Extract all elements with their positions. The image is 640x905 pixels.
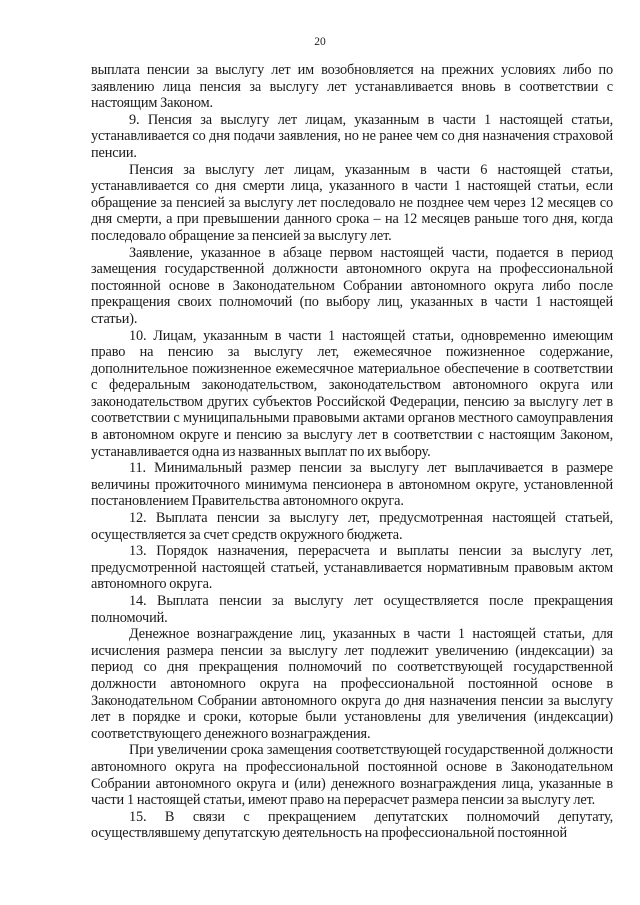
paragraph-13: 13. Порядок назначения, перерасчета и выплаты пенсии за выслугу лет, предусмотренной настоящей статьей, устанавливается нормативным правовым актом автономного округа. <box>91 543 613 593</box>
paragraph-14-part-2: Денежное вознаграждение лиц, указанных в части 1 настоящей статьи, для исчисления размера пенсии за выслугу лет подлежит увеличению (индексации) за период со дня прекращения полномочий по соответствующей государственной должности автономного округа на профессиональной постоянной основе в Законодательном Собрании автономного округа до дня назначения пенсии за выслугу лет в порядке и сроки, которые были установлены для увеличения (индексации) соответствующего денежного вознаграждения. <box>91 626 613 742</box>
paragraph-continuation: выплата пенсии за выслугу лет им возобновляется на прежних условиях либо по заявлению лица пенсия за выслугу лет устанавливается вновь в соответствии с настоящим Законом. <box>91 62 613 112</box>
paragraph-14-part-3: При увеличении срока замещения соответствующей государственной должности автономного округа на профессиональной постоянной основе в Законодательном Собрании автономного округа и (или) денежного вознаграждения лица, указанные в части 1 настоящей статьи, имеют право на перерасчет размера пенсии за выслугу лет. <box>91 742 613 809</box>
paragraph-9-part-2: Пенсия за выслугу лет лицам, указанным в части 6 настоящей статьи, устанавливается со дня смерти лица, указанного в части 1 настоящей статьи, если обращение за пенсией за выслугу лет последовало не позднее чем через 12 месяцев со дня смерти, а при превышении данного срока – на 12 месяцев раньше того дня, когда последовало обращение за пенсией за выслугу лет. <box>91 161 613 244</box>
document-body <box>91 62 613 842</box>
paragraph-10: 10. Лицам, указанным в части 1 настоящей статьи, одновременно имеющим право на пенсию за выслугу лет, ежемесячное пожизненное содержание, дополнительное пожизненное ежемесячное материальное обеспечение в соответствии с федеральным законодательством, законодательством автономного округа или законодательством других субъектов Российской Федерации, пенсию за выслугу лет в соответствии с муниципальными правовыми актами органов местного самоуправления в автономном округе и пенсию за выслугу лет в соответствии с настоящим Законом, устанавливается одна из названных выплат по их выбору. <box>91 327 613 460</box>
paragraph-15: 15. В связи с прекращением депутатских полномочий депутату, осуществлявшему депутатскую деятельность на профессиональной постоянной <box>91 808 613 842</box>
paragraph-14: 14. Выплата пенсии за выслугу лет осуществляется после прекращения полномочий. <box>91 593 613 626</box>
paragraph-9-part-3: Заявление, указанное в абзаце первом настоящей части, подается в период замещения государственной должности автономного округа на профессиональной постоянной основе в Законодательном Собрании автономного округа либо после прекращения своих полномочий (по выбору лиц, указанных в части 1 настоящей статьи). <box>91 244 613 327</box>
paragraph-9: 9. Пенсия за выслугу лет лицам, указанным в части 1 настоящей статьи, устанавливается со дня подачи заявления, но не ранее чем со дня назначения страховой пенсии. <box>91 111 613 161</box>
paragraph-12: 12. Выплата пенсии за выслугу лет, предусмотренная настоящей статьей, осуществляется за счет средств окружного бюджета. <box>91 510 613 543</box>
paragraph-11: 11. Минимальный размер пенсии за выслугу лет выплачивается в размере величины прожиточного минимума пенсионера в автономном округе, установленной постановлением Правительства автономного округа. <box>91 460 613 510</box>
page-number: 20 <box>314 36 326 48</box>
